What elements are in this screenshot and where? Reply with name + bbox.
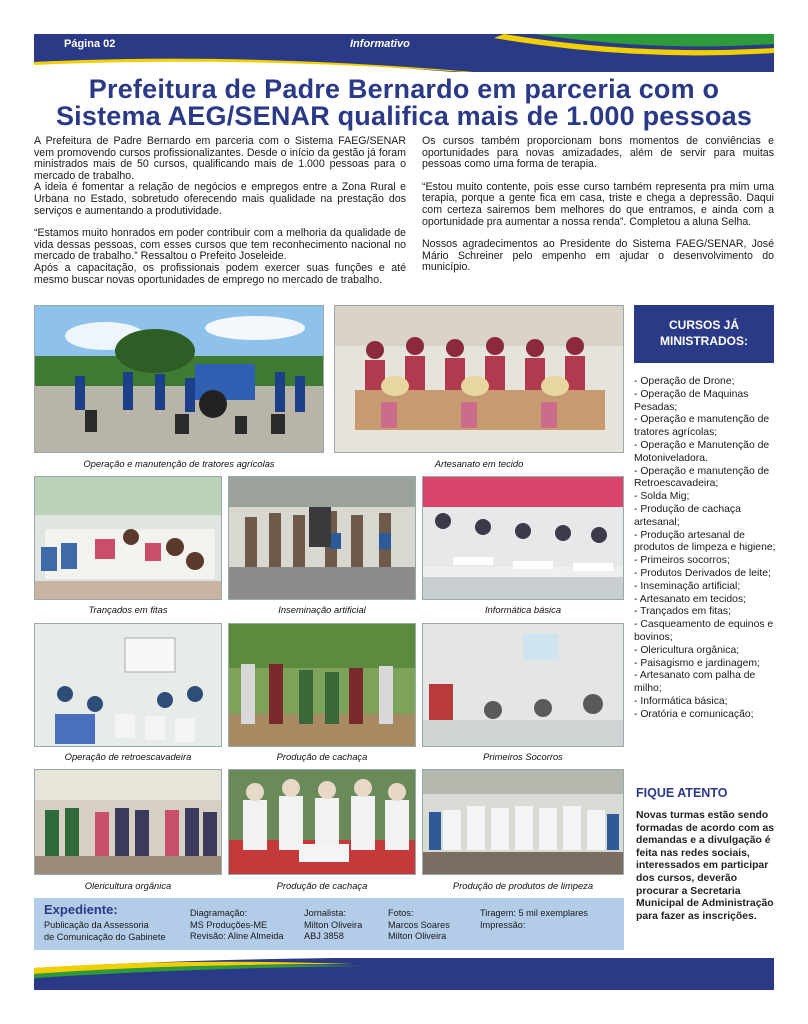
photo-inseminacao: [228, 476, 416, 600]
expediente-diagramacao: [190, 908, 283, 943]
expediente-publicacao-line: Publicação da Assessoria: [44, 920, 149, 930]
revisao-credit: Revisão: Aline Almeida: [190, 931, 284, 941]
photo-artesanato: [334, 305, 624, 453]
fotos-credit: Milton Oliveira: [388, 931, 447, 941]
notice-title: FIQUE ATENTO: [636, 786, 728, 800]
expediente-publicacao-line: de Comunicação do Gabinete: [44, 931, 166, 942]
course-item: - Operação de Maquinas Pesadas;: [634, 388, 749, 413]
courses-title-line-1: CURSOS JÁ: [668, 318, 739, 332]
footer-banner: [34, 958, 774, 990]
jornalista-label: Jornalista:: [304, 908, 346, 918]
photo-cachaca-1: [228, 623, 416, 747]
course-item: - Operação e manutenção de tratores agrícolas;: [634, 414, 770, 439]
course-item: - Solda Mig;: [634, 491, 690, 503]
photo-caption: Informática básica: [484, 604, 562, 615]
photo-trancados: [34, 476, 222, 600]
photo-cachaca-2: [228, 769, 416, 875]
course-item: - Oratória e comunicação;: [634, 708, 754, 720]
course-item: - Artesanato com palha de milho;: [634, 670, 756, 695]
expediente-title: Expediente:: [44, 902, 118, 917]
photo-caption: Trançados em fitas: [88, 604, 168, 615]
expediente-tiragem: [480, 908, 588, 931]
article-headline: [34, 76, 774, 130]
article-paragraph: Os cursos também proporcionam bons momentos de conviências e oportunidades para novas amizadades, além de servir para muitas pessoas como uma forma de terapia.: [422, 135, 774, 171]
article-paragraph: A Prefeitura de Padre Bernardo em parceria com o Sistema FAEG/SENAR vem promovendo cursos profissionalizantes. Desde o início da gestão já foram ministrados mais de 50 cursos, qualificando mais de 1.000 pessoas para o mercado de trabalho.: [34, 135, 406, 182]
expediente-box: [34, 898, 624, 950]
article-paragraph: “Estamos muito honrados em poder contribuir com a melhoria da qualidade de vida dessas pessoas, com esses cursos que tem reconhecimento nacional no mercado de trabalho.” Ressaltou o Prefeito Joseleide.: [34, 227, 406, 263]
course-item: - Operação de Drone;: [634, 376, 735, 387]
expediente-fotos: [388, 908, 450, 943]
photo-retroescavadeira: [34, 623, 222, 747]
photo-olericultura: [34, 769, 222, 875]
photo-tractors: [34, 305, 324, 453]
photo-caption: Operação de retroescavadeira: [64, 751, 192, 762]
expediente-publicacao: [44, 920, 166, 943]
headline-line-1: Prefeitura de Padre Bernardo em parceria com o: [88, 74, 720, 104]
photo-caption: Produção de cachaça: [276, 751, 368, 762]
article-right-column: [422, 136, 774, 274]
article-paragraph: “Estou muito contente, pois esse curso também representa pra mim uma terapia, porque a gente fica em casa, triste e chega a depressão. Daqui com certeza sairemos bem melhores do que entramos, e ainda com a oportunidade pra aumentar a nossa renda”. Completou a aluna Selha.: [422, 180, 774, 228]
course-item: - Artesanato em tecidos;: [634, 593, 747, 605]
photo-caption: Produção de cachaça: [276, 880, 368, 891]
courses-list: [634, 376, 776, 722]
article-left-column: [34, 136, 406, 286]
photo-primeiros-socorros: [422, 623, 624, 747]
article-paragraph: A ideia é fomentar a relação de negócios e empregos entre a Zona Rural e Urbana no Estado, sobretudo oferecendo mais qualidade na prestação dos serviços e aumentando a produtividade.: [34, 181, 406, 217]
photo-caption: Produção de produtos de limpeza: [452, 880, 594, 891]
photo-informatica: [422, 476, 624, 600]
headline-line-2: Sistema AEG/SENAR qualifica mais de 1.000 pessoas: [55, 101, 753, 131]
photo-caption: Artesanato em tecido: [434, 458, 524, 469]
jornalista-registration: ABJ 3858: [304, 931, 344, 941]
course-item: - Produção artesanal de produtos de limpeza e higiene;: [634, 529, 776, 554]
course-item: - Informática básica;: [634, 695, 728, 707]
photo-limpeza: [422, 769, 624, 875]
fotos-label: Fotos:: [388, 908, 414, 918]
photo-caption: Operação e manutenção de tratores agrícolas: [83, 458, 275, 469]
article-paragraph: Nossos agradecimentos ao Presidente do Sistema FAEG/SENAR, José Mário Schreiner pelo empenho em ajudar o desenvolvimento do município.: [422, 238, 774, 274]
course-item: - Produtos Derivados de leite;: [634, 567, 771, 579]
expediente-jornalista: [304, 908, 362, 943]
photo-caption: Primeiros Socorros: [483, 751, 563, 762]
notice-text: Novas turmas estão sendo formadas de acordo com as demandas e a divulgação é feita nas redes sociais, interessados em participar dos cursos, deverão procurar a Secretaria Municipal de Administração para fazer as inscrições.: [636, 810, 775, 922]
course-item: - Casqueamento de equinos e bovinos;: [634, 619, 774, 643]
course-item: - Paisagismo e jardinagem;: [634, 657, 760, 669]
diagramacao-label: Diagramação:: [190, 908, 248, 918]
diagramacao-value: MS Produções-ME: [190, 919, 268, 930]
tiragem-text: Tiragem: 5 mil exemplares: [480, 908, 588, 918]
course-item: - Primeiros socorros;: [634, 555, 730, 567]
section-label: Informativo: [350, 38, 410, 50]
course-item: - Operação e Manutenção de Motoniveladora.: [634, 439, 770, 464]
course-item: - Trançados em fitas;: [634, 606, 732, 618]
course-item: - Olericultura orgânica;: [634, 644, 740, 656]
photo-caption: Olericultura orgânica: [84, 880, 172, 891]
courses-title-line-2: MINISTRADOS:: [660, 334, 748, 348]
courses-header: [634, 305, 774, 363]
course-item: - Produção de cachaça artesanal;: [634, 503, 741, 528]
impressao-label: Impressão:: [480, 919, 526, 930]
article-paragraph: Após a capacitação, os profissionais podem exercer suas funções e até mesmo buscar novas oportunidades de emprego no mercado de trabalho.: [34, 261, 406, 286]
jornalista-name: Milton Oliveira: [304, 919, 363, 930]
course-item: - Operação e manutenção de Retroescavadeira;: [634, 465, 770, 490]
page-number: Página 02: [64, 38, 116, 50]
fotos-credit: Marcos Soares: [388, 919, 450, 930]
course-item: - Inseminação artificial;: [634, 580, 741, 592]
photo-caption: Inseminação artificial: [278, 604, 366, 615]
